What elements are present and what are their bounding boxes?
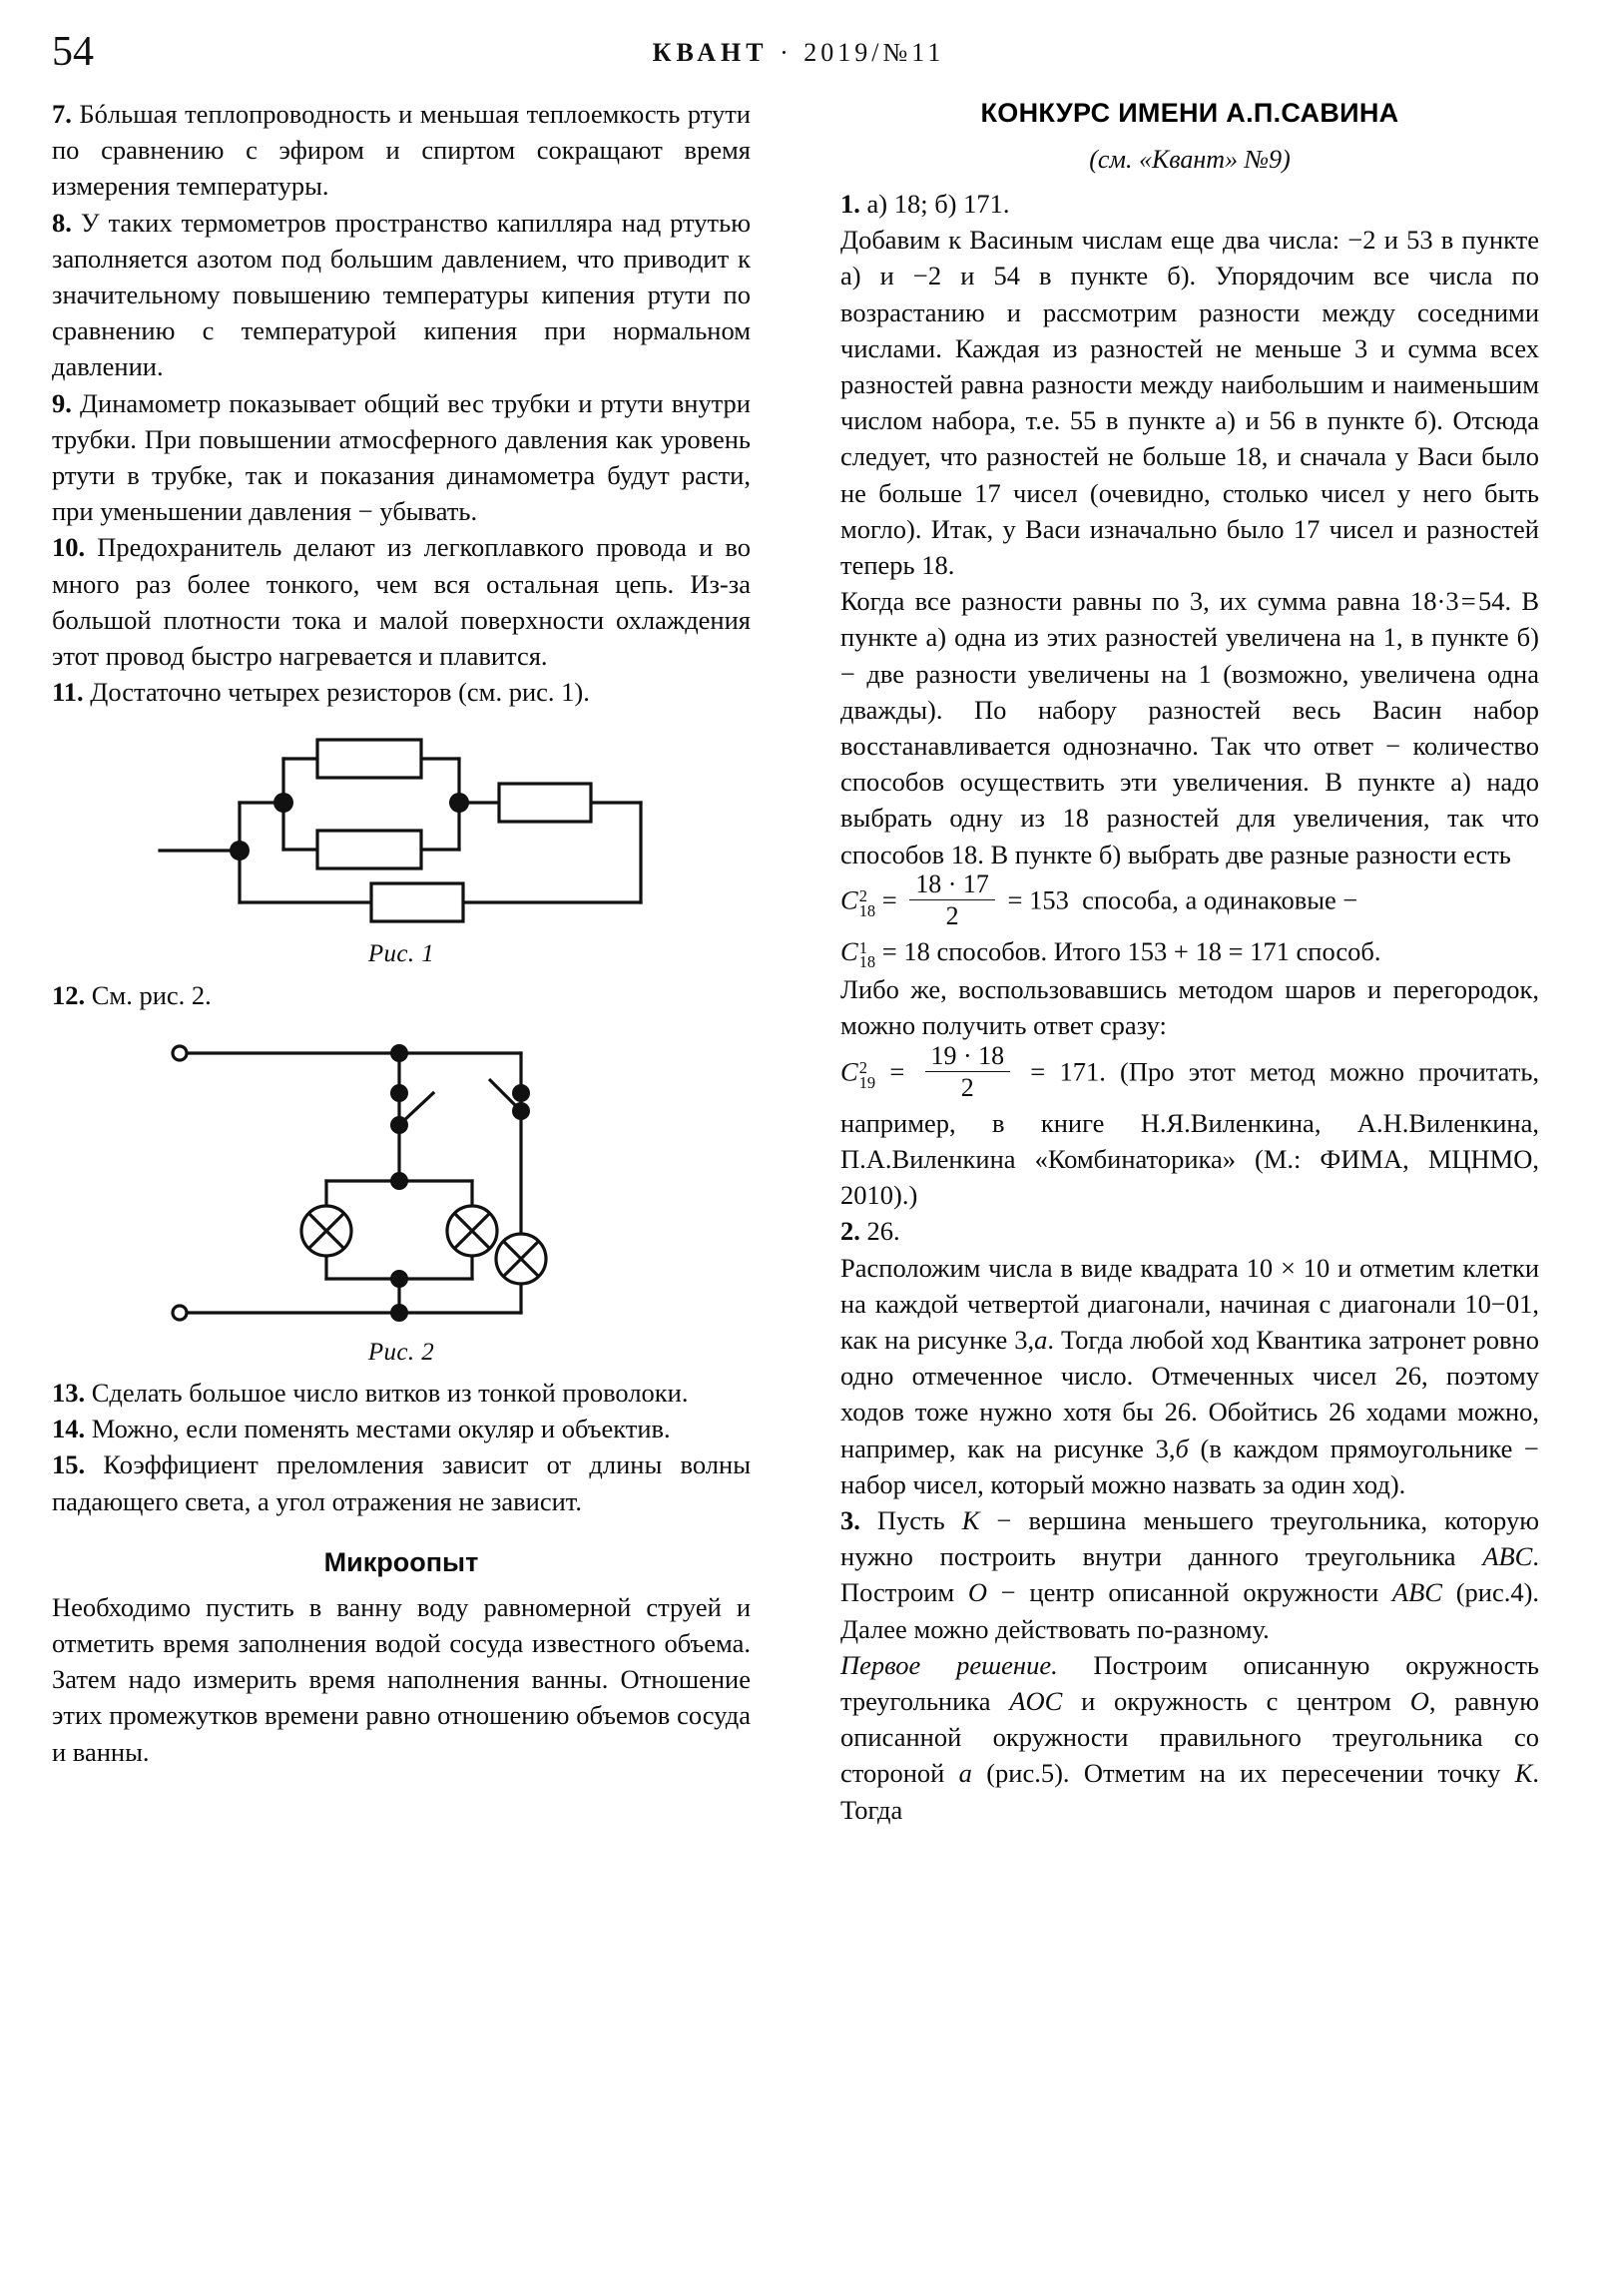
para2-cont: . В пункте а) одна из этих разностей увеличена на 1, в пункте б) − две разности увеличены на 1 (возможно, увеличена одна дважды). По набору разностей весь Васин набор восстанавливается однозначно. Так что ответ − количество способов осуществить эти увеличения. В пункте а) надо выбрать одну из 18 разностей для увеличения, так что способов 18. В пункте б) выбрать две разные разности есть xyxy=(840,586,1540,869)
fraction-numerator: 18 · 17 xyxy=(915,869,989,899)
terminal-top xyxy=(173,1046,187,1060)
binomial-sub: 19 xyxy=(858,1072,876,1092)
p3-text-f: Построим описанную окружность треугольника xyxy=(840,1649,1539,1717)
equation-tail: способа, а одинаковые − xyxy=(1082,884,1358,915)
journal-name: КВАНТ xyxy=(652,38,769,67)
binomial-result: 18 xyxy=(903,936,930,967)
right-column xyxy=(840,96,1539,1828)
figure-2 xyxy=(52,1031,751,1371)
circuit-diagram-2 xyxy=(122,1031,681,1331)
equation-tail: способов. Итого xyxy=(936,936,1121,967)
journal-separator: · xyxy=(780,38,793,67)
binomial-result: 171 xyxy=(1059,1056,1100,1087)
junction-dot xyxy=(390,1304,408,1322)
running-head xyxy=(0,28,1597,88)
equation-18x3-eq: = xyxy=(1460,586,1476,617)
fraction-denominator: 2 xyxy=(909,899,995,930)
p3-text-e: (рис.4). Далее можно действовать по-разному. xyxy=(840,1577,1540,1644)
answer-item-10 xyxy=(52,529,751,674)
problem-2-text xyxy=(840,1250,1539,1502)
para2-lead: Когда все разности равны по 3, их сумма равна xyxy=(840,586,1400,617)
fig-label-b: б xyxy=(1175,1433,1189,1463)
problem-1-answer xyxy=(840,186,1539,222)
problem-1-paragraph-1: Добавим к Васиным числам еще два числа: −2 и 53 в пункте а) и −2 и 54 в пункте б). Упорядочим все числа по возрастанию и рассмотрим разности между соседними числами. Каждая из разностей не меньше 3 и сумма всех разностей равна разности между наибольшим и наименьшим числом набора, т.е. 55 в пункте а) и 56 в пункте б). Отсюда следует, что разностей не больше 18, и сначала у Васи было не больше 17 чисел (очевидно, столько чисел у него быть могло). Итак, у Васи изначально было 17 чисел и разностей теперь 18. xyxy=(840,225,1539,581)
problem-answer-value: а) 18; б) 171. xyxy=(866,189,1010,219)
terminal-bottom xyxy=(173,1306,187,1320)
answer-text: Динамометр показывает общий вес трубки и ртути внутри трубки. При повышении атмосферного давления как уровень ртути в трубке, так и показания динамометра будут расти, при уменьшении давления − убывать. xyxy=(52,387,751,527)
problem-answer-value: 26. xyxy=(866,1216,900,1247)
contest-subtitle: (см. «Квант» №9) xyxy=(1089,145,1291,174)
binomial-indices xyxy=(858,1057,876,1092)
answer-text: См. рис. 2. xyxy=(91,979,212,1010)
binomial-symbol: C xyxy=(840,884,858,915)
answer-text: Предохранитель делают из легкоплавкого провода и во много раз более тонкого, чем вся остальная цепь. Из-за большой плотности тока и малой поверхности охлаждения этот провод быстро нагревается и плавится. xyxy=(52,532,751,672)
answer-item-15 xyxy=(52,1446,751,1518)
sum-expression: 153 + 18 = 171 xyxy=(1127,936,1290,967)
equals-sign: = xyxy=(881,936,897,967)
point-K-2: K xyxy=(1514,1758,1533,1789)
junction-dot xyxy=(512,1102,530,1120)
answer-item-12 xyxy=(52,977,751,1013)
answer-number: 9. xyxy=(52,387,72,418)
circuit-diagram-1 xyxy=(122,728,681,932)
square-size: 10 × 10 xyxy=(1246,1252,1331,1283)
junction-dot xyxy=(449,793,469,813)
junction-dot xyxy=(390,1044,408,1062)
problem-number: 3. xyxy=(840,1505,860,1536)
point-O: O xyxy=(967,1577,988,1608)
p2-text-b: и отметим клетки на каждой четвертой диагонали, начиная с диагонали 10−01, как на рисунке 3, xyxy=(840,1252,1539,1356)
binomial-symbol: C xyxy=(840,936,858,967)
equation-18x3-dot: · xyxy=(1436,586,1446,617)
side-a: a xyxy=(958,1758,972,1789)
junction-dot xyxy=(390,1116,408,1134)
answer-item-8 xyxy=(52,205,751,385)
resistor-r3 xyxy=(499,784,591,822)
binomial-symbol: C xyxy=(840,1056,858,1087)
resistor-r1 xyxy=(317,740,421,778)
answer-item-13 xyxy=(52,1375,751,1411)
p3-text-j: . Тогда xyxy=(840,1758,1540,1825)
p3-text-d: − центр описанной окружности xyxy=(1000,1577,1379,1608)
binomial-result: 153 xyxy=(1029,884,1069,915)
equals-sign: = xyxy=(889,1056,905,1087)
binomial-indices xyxy=(858,937,876,972)
problem-3-text xyxy=(840,1502,1539,1647)
variable-K: K xyxy=(961,1505,980,1536)
answer-number: 12. xyxy=(52,979,86,1010)
fig-label-a: а xyxy=(1034,1325,1048,1356)
problem-3-first-solution xyxy=(840,1647,1539,1828)
journal-title-line xyxy=(0,38,1597,68)
problem-number: 1. xyxy=(840,189,860,219)
page-number: 54 xyxy=(52,29,94,75)
answer-number: 8. xyxy=(52,207,72,238)
binomial-sup: 2 xyxy=(858,886,867,906)
answer-text: У таких термометров пространство капилляра над ртутью заполняется азотом под большим давлением, что приводит к значительному повышению температуры кипения ртути по сравнению с температурой кипения при нормальном давлении. xyxy=(52,207,752,382)
p3-text-h: , равную описанной окружности правильного треугольника со стороной xyxy=(840,1686,1539,1789)
p3-text-b: − вершина меньшего треугольника, которую нужно построить внутри данного треугольника xyxy=(840,1505,1539,1572)
answer-text: Сделать большое число витков из тонкой проволоки. xyxy=(91,1378,689,1409)
p3-text-i: (рис.5). Отметим на их пересечении точку xyxy=(986,1758,1501,1789)
triangle-ABC-2: ABC xyxy=(1391,1577,1442,1608)
problem-number: 2. xyxy=(840,1216,860,1247)
junction-dot xyxy=(390,1084,408,1102)
binomial-sup: 2 xyxy=(858,1057,867,1077)
equation-18x3-c: 54 xyxy=(1477,586,1505,617)
resistor-r2 xyxy=(317,831,421,868)
equals-sign-2: = xyxy=(1007,884,1023,915)
binomial-sub: 18 xyxy=(858,900,876,920)
answer-item-9 xyxy=(52,385,751,530)
answer-item-14 xyxy=(52,1411,751,1446)
figure-1 xyxy=(52,728,751,972)
p3-text-g: и окружность с центром xyxy=(1081,1686,1391,1717)
journal-issue: 2019/№11 xyxy=(803,38,945,67)
junction-dot xyxy=(390,1270,408,1288)
equation-tail: . (Про этот метод можно прочитать, например, в книге Н.Я.Виленкина, А.Н.Виленкина, П.А.Виленкина «Комбинаторика» (М.: ФИМА, МЦНМО, 2010).) xyxy=(840,1056,1540,1211)
left-column xyxy=(52,96,751,1770)
figure-1-caption: Рис. 1 xyxy=(367,940,435,968)
equation-c18-2-line xyxy=(840,869,1539,933)
answer-item-11 xyxy=(52,674,751,710)
p2-text-c: . Тогда любой ход Квантика затронет ровно одно отмеченное число. Отмеченных чисел 26, поэтому ходов тоже нужно хотя бы 26. Обойтись 26 ходами можно, например, как на рисунке 3, xyxy=(840,1325,1539,1463)
p3-text-a: Пусть xyxy=(876,1505,945,1536)
fraction-19-18-over-2 xyxy=(925,1041,1011,1102)
answer-number: 14. xyxy=(52,1414,86,1444)
contest-heading: КОНКУРС ИМЕНИ А.П.САВИНА xyxy=(980,98,1399,128)
problem-2-answer xyxy=(840,1213,1539,1249)
point-O-2: O xyxy=(1409,1686,1429,1717)
fraction-18-17-over-2 xyxy=(909,869,995,930)
equation-18x3-a: 18 xyxy=(1410,586,1437,617)
junction-dot xyxy=(512,1084,530,1102)
answer-number: 10. xyxy=(52,532,86,563)
junction-dot xyxy=(273,793,293,813)
binomial-sub: 18 xyxy=(858,952,876,972)
equals-sign-2: = xyxy=(1030,1056,1046,1087)
sum-tail: способ. xyxy=(1296,936,1381,967)
problem-1-paragraph-2 xyxy=(840,583,1539,872)
answer-item-7 xyxy=(52,96,751,205)
equals-sign: = xyxy=(881,884,897,915)
fraction-denominator: 2 xyxy=(925,1071,1011,1102)
p2-text-a: Расположим числа в виде квадрата xyxy=(840,1252,1239,1283)
junction-dot xyxy=(390,1172,408,1190)
figure-2-caption: Рис. 2 xyxy=(367,1338,435,1366)
fraction-numerator: 19 · 18 xyxy=(930,1041,1005,1071)
answer-text: Бóльшая теплопроводность и меньшая теплоемкость ртути по сравнению с эфиром и спиртом сокращают время измерения температуры. xyxy=(52,99,751,202)
resistor-r4 xyxy=(371,883,463,921)
answer-number: 13. xyxy=(52,1378,86,1409)
p2-text-d: (в каждом прямоугольнике − набор чисел, который можно назвать за один ход). xyxy=(840,1433,1539,1499)
equation-c19-2-line xyxy=(840,1041,1540,1214)
micro-experiment-heading: Микроопыт xyxy=(323,1546,479,1577)
triangle-AOC: AOC xyxy=(1009,1686,1063,1717)
equation-18x3-b: 3 xyxy=(1445,586,1459,617)
solution-label: Первое решение. xyxy=(840,1649,1058,1680)
problem-1-paragraph-3: Либо же, воспользовавшись методом шаров и перегородок, можно получить ответ сразу: xyxy=(840,974,1539,1041)
binomial-sup: 1 xyxy=(858,937,867,957)
equation-c18-1-line xyxy=(840,933,1539,971)
binomial-indices xyxy=(859,888,875,920)
answer-number: 11. xyxy=(52,677,84,708)
triangle-ABC: ABC xyxy=(1482,1541,1533,1572)
p3-text-c: . Построим xyxy=(840,1541,1539,1608)
micro-experiment-text: Необходимо пустить в ванну воду равномерной струей и отметить время заполнения водой сосуда известного объема. Затем надо измерить время наполнения ванны. Отношение этих промежутков времени равно отношению объемов сосуда и ванны. xyxy=(52,1591,751,1767)
answer-text: Можно, если поменять местами окуляр и объектив. xyxy=(91,1414,671,1444)
answer-text: Коэффициент преломления зависит от длины волны падающего света, а угол отражения не зависит. xyxy=(52,1449,752,1516)
answer-text: Достаточно четырех резисторов (см. рис. 1). xyxy=(90,677,590,708)
answer-number: 7. xyxy=(52,99,72,129)
answer-number: 15. xyxy=(52,1449,86,1480)
junction-dot xyxy=(230,841,250,861)
